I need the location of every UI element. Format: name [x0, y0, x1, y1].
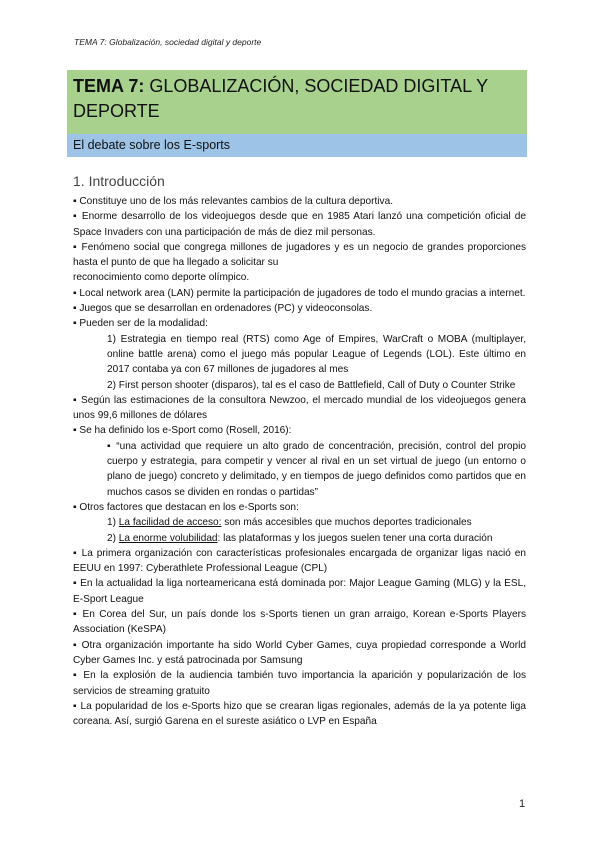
paragraph: ▪ Se ha definido los e-Sport como (Rosell, 2016):: [73, 425, 292, 437]
page-title: [73, 74, 521, 124]
subtitle: El debate sobre los E-sports: [73, 138, 231, 152]
title-banner: [67, 70, 527, 134]
paragraph: reconocimiento como deporte olímpico.: [73, 272, 250, 284]
factor-item: [107, 531, 526, 546]
paragraph: ▪ Otra organización importante ha sido World Cyber Games, cuya propiedad corresponde a World Cyber Games Inc. y está patrocinada por Samsung: [73, 639, 526, 666]
paragraph: ▪ En Corea del Sur, un país donde los s-Sports tienen un gran arraigo, Korean e-Sports Players Association (KeSPA): [73, 609, 526, 636]
factor-text: son más accesibles que muchos deportes tradicionales: [221, 517, 472, 529]
sub-item: 2) First person shooter (disparos), tal es el caso de Battlefield, Call of Duty o Counter Strike: [107, 379, 516, 391]
factor-num: 1): [107, 517, 119, 529]
factor-item: [107, 515, 526, 530]
title-rest: GLOBALIZACIÓN, SOCIEDAD DIGITAL Y DEPORTE: [73, 76, 488, 121]
paragraph: ▪ Constituye uno de los más relevantes cambios de la cultura deportiva.: [73, 196, 394, 207]
paragraph: ▪ Local network area (LAN) permite la participación de jugadores de todo el mundo gracias a internet.: [73, 287, 526, 299]
factor-text: : las plataformas y los juegos suelen tener una corta duración: [217, 532, 493, 544]
sub-item: 1) Estrategia en tiempo real (RTS) como Age of Empires, WarCraft o MOBA (multiplayer, online battle arena) como el juego más popular League of Legends (LOL). Este último en 2017 contaba ya con 67 millones de jugadores al mes: [107, 333, 526, 376]
paragraph: ▪ Según las estimaciones de la consultora Newzoo, el mercado mundial de los videojuegos genera unos 99,6 millones de dólares: [73, 394, 526, 422]
paragraph: ▪ En la actualidad la liga norteamericana está dominada por: Major League Gaming (MLG) y la ESL, E-Sport League: [73, 578, 526, 605]
paragraph: ▪ La popularidad de los e-Sports hizo que se crearan ligas regionales, además de la ya potente liga coreana. Así, surgió Garena en el sureste asiático o LVP en España: [73, 700, 526, 728]
factor-label: La enorme volubilidad: [118, 532, 218, 544]
subtitle-banner: [67, 134, 527, 157]
factor-num: 2): [107, 532, 119, 544]
paragraph: ▪ Enorme desarrollo de los videojuegos desde que en 1985 Atari lanzó una competición oficial de Space Invaders con una participación de más de diez mil personas.: [73, 211, 526, 238]
paragraph: ▪ Otros factores que destacan en los e-Sports son:: [73, 501, 299, 513]
page-number: 1: [519, 798, 526, 810]
quote-item: ▪ “una actividad que requiere un alto grado de concentración, precisión, control del propio cuerpo y estrategia, para competir y vencer al rival en un set virtual de juego (un entorno o plano de juego) concreto y delimitado, y en tiempos de juego definidos como partidos que en muchos casos se dividen en rondas o partidas”: [107, 440, 526, 498]
paragraph: ▪ La primera organización con características profesionales encargada de organizar ligas nació en EEUU en 1997: Cyberathlete Professional League (CPL): [73, 547, 526, 575]
paragraph: ▪ Pueden ser de la modalidad:: [73, 318, 208, 330]
body-content: [73, 194, 526, 729]
factor-label: La facilidad de acceso:: [118, 517, 222, 529]
title-bold: TEMA 7:: [73, 76, 145, 96]
section-heading: 1. Introducción: [73, 173, 165, 189]
running-header: TEMA 7: Globalización, sociedad digital y deporte: [74, 37, 262, 47]
paragraph: ▪ Fenómeno social que congrega millones de jugadores y es un negocio de grandes proporciones hasta el punto de que ha llegado a solicitar su: [73, 241, 526, 269]
paragraph: ▪ Juegos que se desarrollan en ordenadores (PC) y videoconsolas.: [73, 303, 373, 315]
paragraph: ▪ En la explosión de la audiencia también tuvo importancia la aparición y popularización de los servicios de streaming gratuito: [73, 670, 526, 697]
